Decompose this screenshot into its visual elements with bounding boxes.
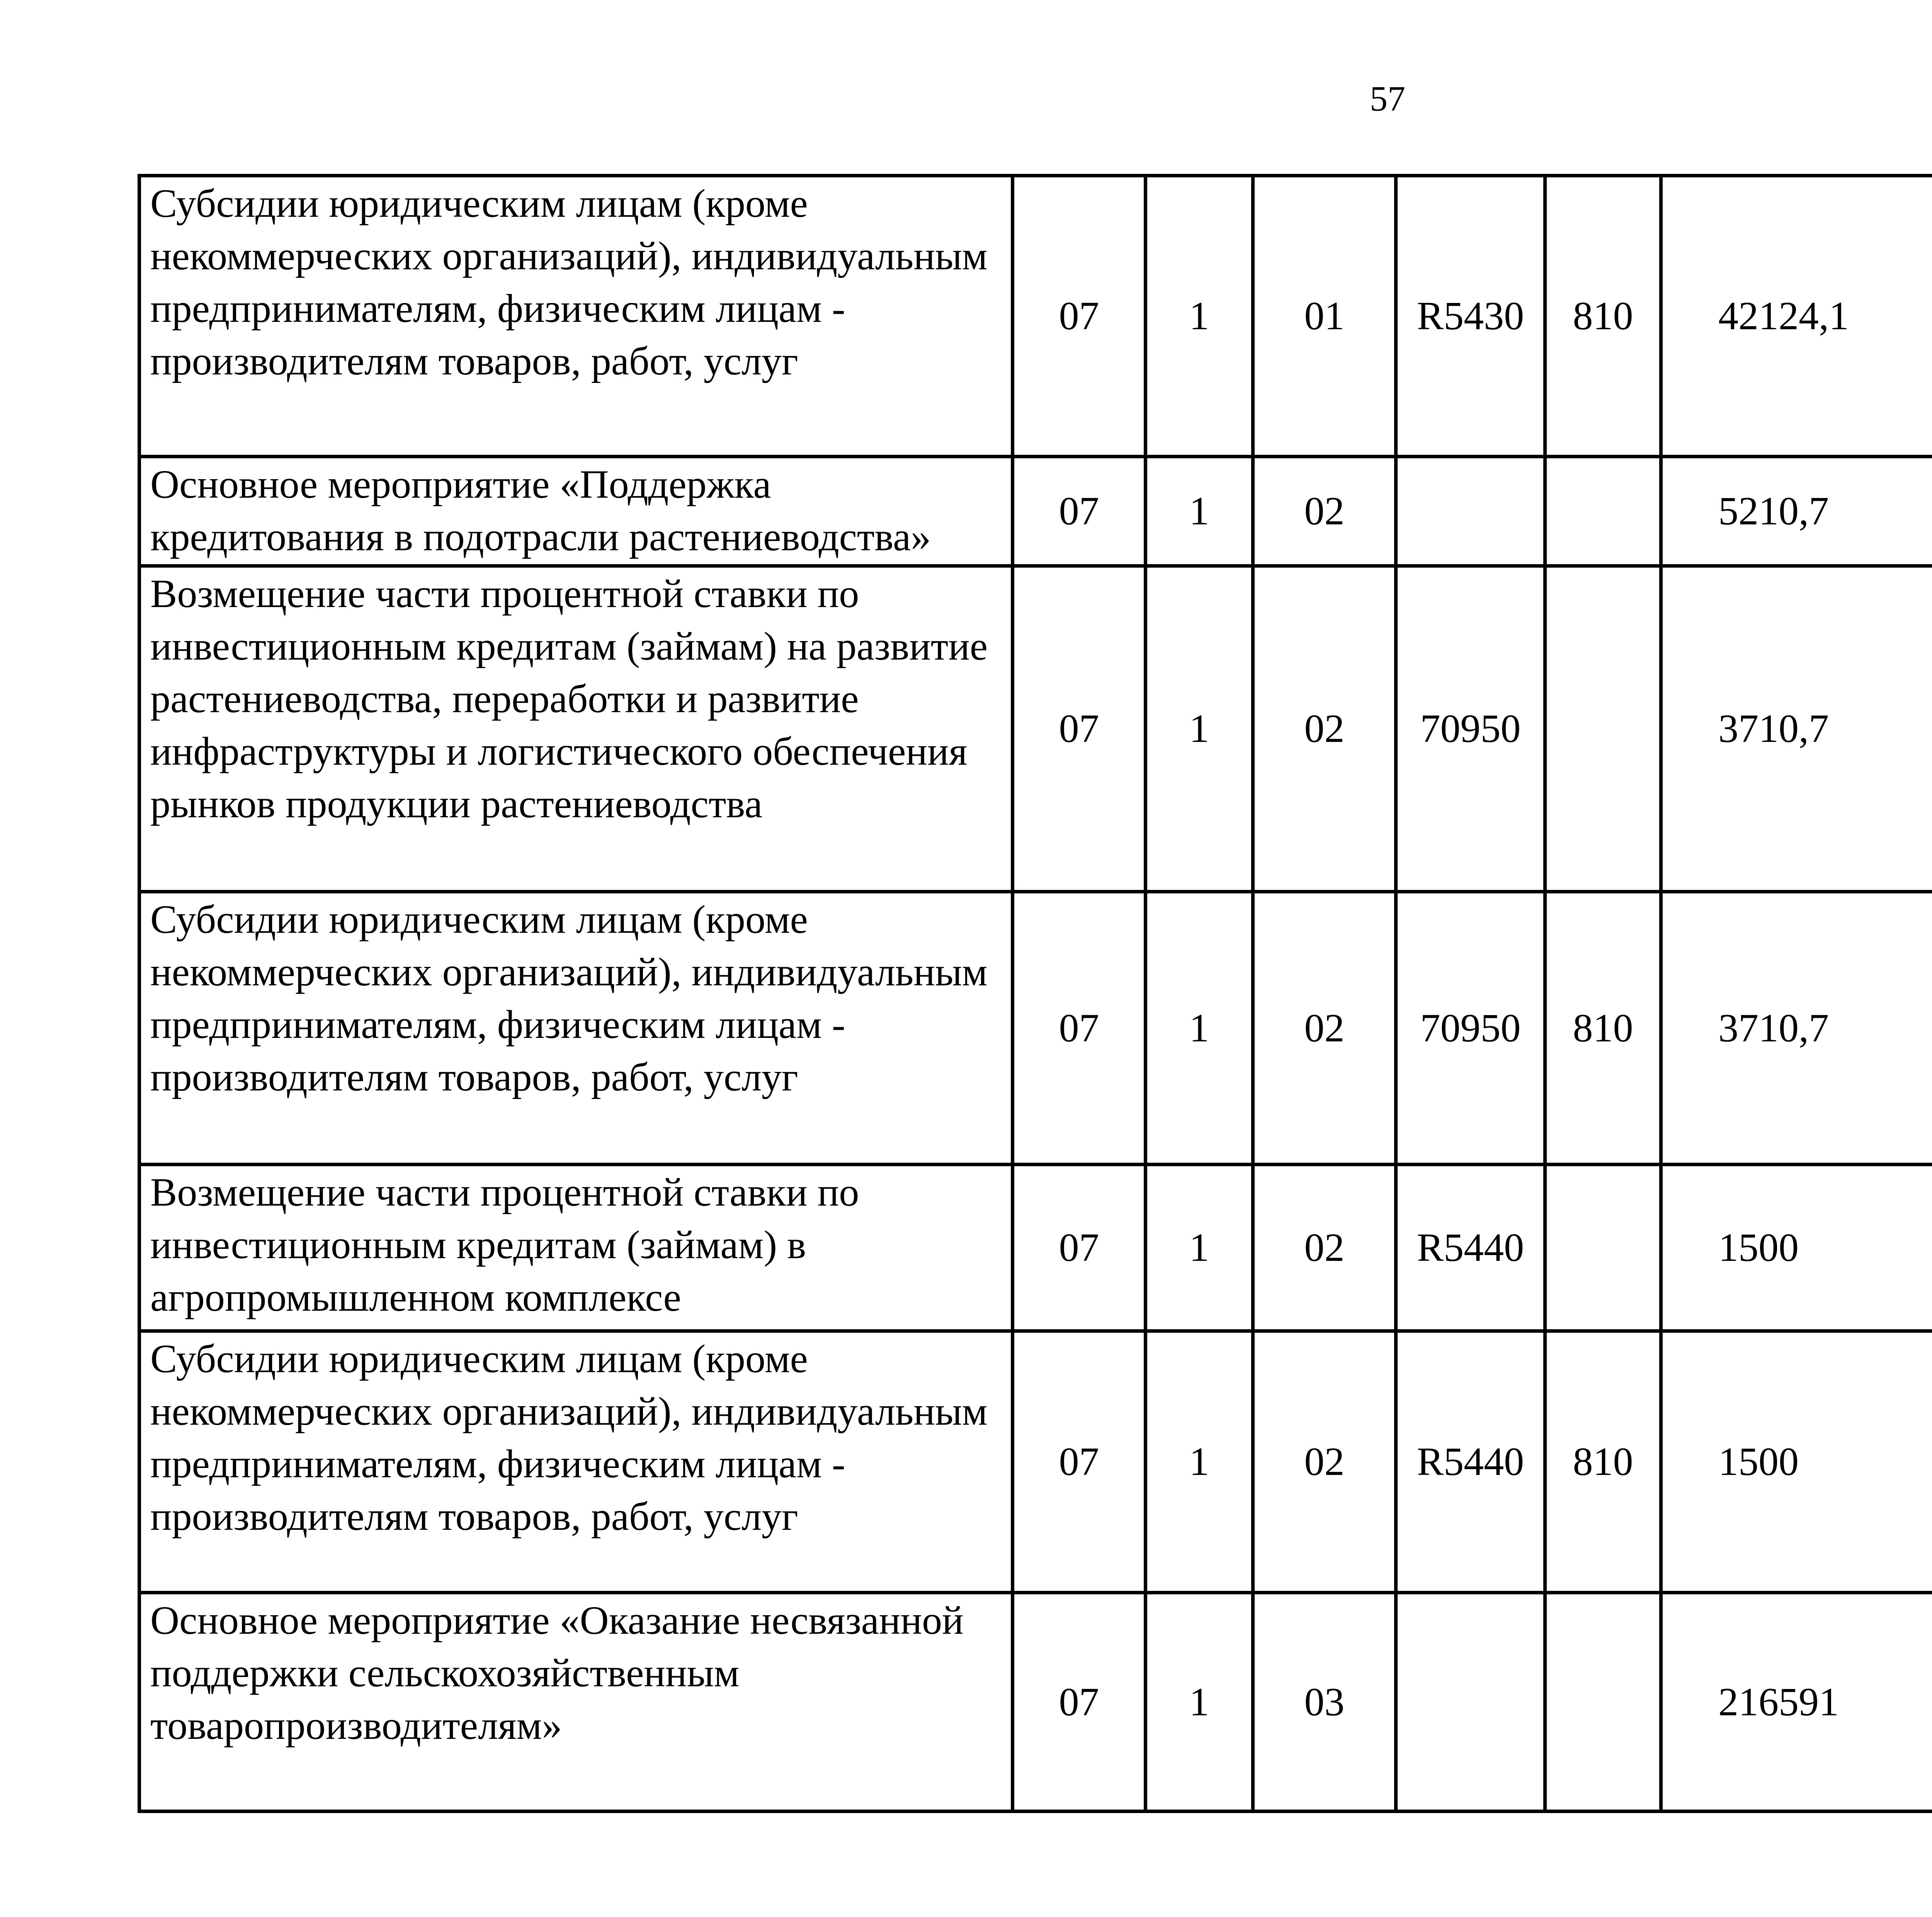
row-name: Основное мероприятие «Поддержка кредитования в подотрасли растениеводства» [150, 462, 931, 559]
expense-type-code [1545, 457, 1661, 566]
target-code [1396, 457, 1545, 566]
table-row [139, 1331, 1932, 1593]
expense-type-code: 810 [1545, 1331, 1661, 1593]
section-code: 07 [1013, 176, 1146, 457]
expense-type-code [1545, 1165, 1661, 1331]
section-code: 07 [1013, 566, 1146, 892]
row-name: Субсидии юридическим лицам (кроме некоммерческих организаций), индивидуальным предпринимателям, физическим лицам - производителям товаров, работ, услуг [150, 897, 988, 1099]
amount-year-1: 42124,1 [1661, 176, 1932, 457]
program-code: 1 [1146, 176, 1253, 457]
program-code: 1 [1146, 1165, 1253, 1331]
subprogram-code: 02 [1253, 457, 1396, 566]
row-name-cell [139, 1331, 1013, 1593]
section-code: 07 [1013, 892, 1146, 1165]
amount-year-1: 1500 [1661, 1331, 1932, 1593]
subprogram-code: 02 [1253, 1165, 1396, 1331]
row-name-cell [139, 566, 1013, 892]
amount-year-1: 3710,7 [1661, 566, 1932, 892]
subprogram-code: 03 [1253, 1593, 1396, 1812]
program-code: 1 [1146, 1331, 1253, 1593]
amount-year-1: 216591 [1661, 1593, 1932, 1812]
program-code: 1 [1146, 892, 1253, 1165]
section-code: 07 [1013, 1593, 1146, 1812]
section-code: 07 [1013, 457, 1146, 566]
amount-year-1: 1500 [1661, 1165, 1932, 1331]
target-code: 70950 [1396, 566, 1545, 892]
expense-type-code [1545, 1593, 1661, 1812]
row-name-cell [139, 457, 1013, 566]
target-code [1396, 1593, 1545, 1812]
section-code: 07 [1013, 1165, 1146, 1331]
target-code: 70950 [1396, 892, 1545, 1165]
subprogram-code: 02 [1253, 1331, 1396, 1593]
expense-type-code: 810 [1545, 176, 1661, 457]
row-name-cell [139, 892, 1013, 1165]
subprogram-code: 01 [1253, 176, 1396, 457]
section-code: 07 [1013, 1331, 1146, 1593]
amount-year-1: 3710,7 [1661, 892, 1932, 1165]
program-code: 1 [1146, 566, 1253, 892]
row-name: Возмещение части процентной ставки по инвестиционным кредитам (займам) на развитие растениеводства, переработки и развитие инфраструктуры и логистического обеспечения рынков продукции растениеводства [150, 572, 988, 826]
subprogram-code: 02 [1253, 566, 1396, 892]
row-name: Субсидии юридическим лицам (кроме некоммерческих организаций), индивидуальным предпринимателям, физическим лицам - производителям товаров, работ, услуг [150, 1337, 988, 1539]
subprogram-code: 02 [1253, 892, 1396, 1165]
row-name-cell [139, 1593, 1013, 1812]
target-code: R5440 [1396, 1165, 1545, 1331]
amount-year-1: 5210,7 [1661, 457, 1932, 566]
budget-table [138, 174, 1932, 1813]
table-row [139, 566, 1932, 892]
row-name-cell [139, 1165, 1013, 1331]
row-name: Субсидии юридическим лицам (кроме некоммерческих организаций), индивидуальным предпринимателям, физическим лицам - производителям товаров, работ, услуг [150, 181, 988, 383]
table-row [139, 1165, 1932, 1331]
program-code: 1 [1146, 1593, 1253, 1812]
target-code: R5430 [1396, 176, 1545, 457]
expense-type-code [1545, 566, 1661, 892]
target-code: R5440 [1396, 1331, 1545, 1593]
row-name-cell [139, 176, 1013, 457]
table-row [139, 457, 1932, 566]
page-number: 57 [1370, 79, 1405, 118]
expense-type-code: 810 [1545, 892, 1661, 1165]
row-name: Основное мероприятие «Оказание несвязанной поддержки сельскохозяйственным товаропроизводителям» [150, 1598, 964, 1748]
row-name: Возмещение части процентной ставки по инвестиционным кредитам (займам) в агропромышленном комплексе [150, 1170, 859, 1320]
table-row [139, 1593, 1932, 1812]
table-row [139, 892, 1932, 1165]
table-row [139, 176, 1932, 457]
program-code: 1 [1146, 457, 1253, 566]
